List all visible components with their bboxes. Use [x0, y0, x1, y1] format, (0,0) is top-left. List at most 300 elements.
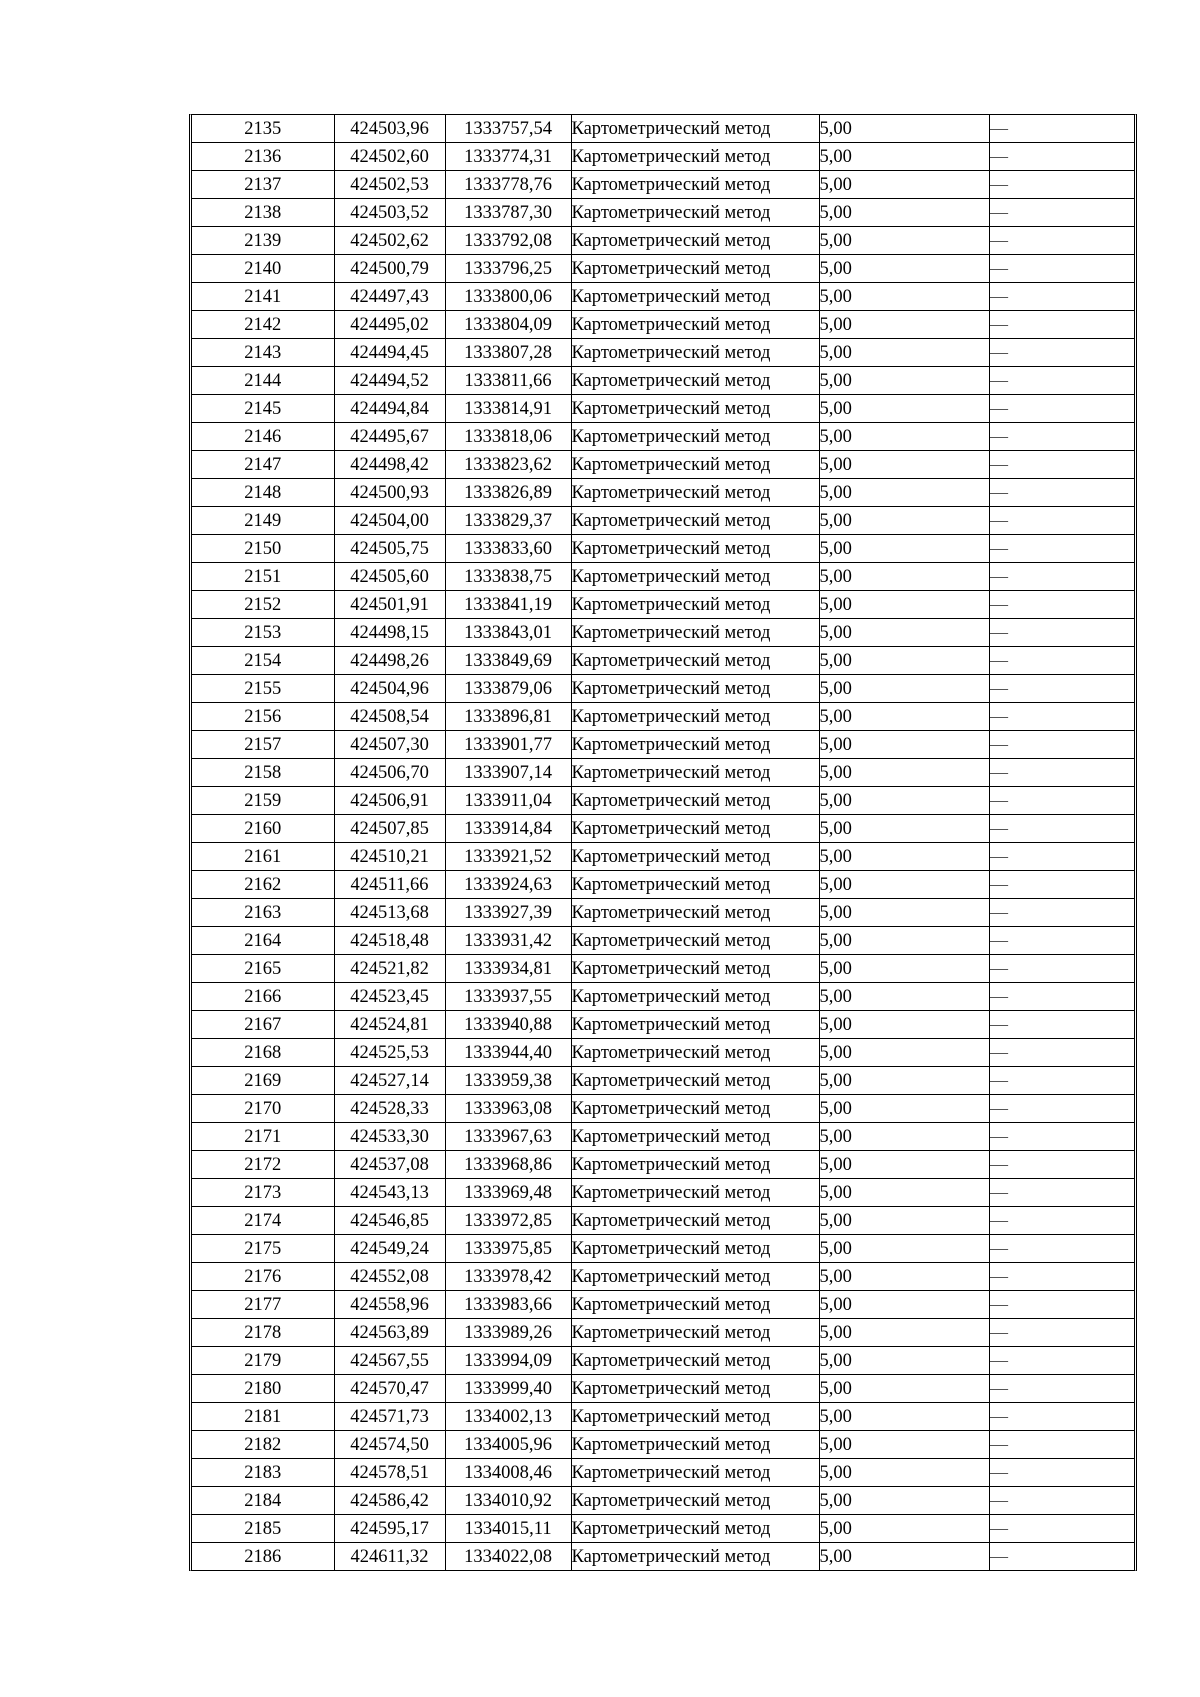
x-coordinate-cell: 424503,52 — [334, 199, 445, 227]
x-coordinate-cell: 424518,48 — [334, 927, 445, 955]
x-coordinate-cell: 424495,67 — [334, 423, 445, 451]
point-number-cell: 2169 — [192, 1067, 334, 1095]
y-coordinate-cell: 1334008,46 — [445, 1459, 571, 1487]
method-cell: Картометрический метод — [571, 619, 819, 647]
table-row — [192, 787, 1134, 815]
x-coordinate-cell: 424567,55 — [334, 1347, 445, 1375]
accuracy-cell: 5,00 — [819, 815, 989, 843]
accuracy-cell: 5,00 — [819, 199, 989, 227]
x-coordinate-cell: 424558,96 — [334, 1291, 445, 1319]
table-row — [192, 591, 1134, 619]
accuracy-cell: 5,00 — [819, 1123, 989, 1151]
method-cell: Картометрический метод — [571, 1095, 819, 1123]
point-number-cell: 2183 — [192, 1459, 334, 1487]
description-cell: — — [989, 619, 1134, 647]
accuracy-cell: 5,00 — [819, 1403, 989, 1431]
accuracy-cell: 5,00 — [819, 255, 989, 283]
y-coordinate-cell: 1333811,66 — [445, 367, 571, 395]
accuracy-cell: 5,00 — [819, 1515, 989, 1543]
point-number-cell: 2171 — [192, 1123, 334, 1151]
table-row — [192, 1095, 1134, 1123]
method-cell: Картометрический метод — [571, 983, 819, 1011]
method-cell: Картометрический метод — [571, 115, 819, 143]
y-coordinate-cell: 1333959,38 — [445, 1067, 571, 1095]
description-cell: — — [989, 1487, 1134, 1515]
table-row — [192, 759, 1134, 787]
x-coordinate-cell: 424503,96 — [334, 115, 445, 143]
table-row — [192, 479, 1134, 507]
y-coordinate-cell: 1333843,01 — [445, 619, 571, 647]
table-row — [192, 507, 1134, 535]
point-number-cell: 2136 — [192, 143, 334, 171]
description-cell: — — [989, 955, 1134, 983]
method-cell: Картометрический метод — [571, 927, 819, 955]
x-coordinate-cell: 424500,79 — [334, 255, 445, 283]
description-cell: — — [989, 535, 1134, 563]
point-number-cell: 2182 — [192, 1431, 334, 1459]
point-number-cell: 2165 — [192, 955, 334, 983]
table-row — [192, 1123, 1134, 1151]
description-cell: — — [989, 675, 1134, 703]
x-coordinate-cell: 424501,91 — [334, 591, 445, 619]
table-row — [192, 619, 1134, 647]
y-coordinate-cell: 1333829,37 — [445, 507, 571, 535]
point-number-cell: 2181 — [192, 1403, 334, 1431]
table-row — [192, 871, 1134, 899]
x-coordinate-cell: 424570,47 — [334, 1375, 445, 1403]
accuracy-cell: 5,00 — [819, 871, 989, 899]
accuracy-cell: 5,00 — [819, 1459, 989, 1487]
point-number-cell: 2185 — [192, 1515, 334, 1543]
table-row — [192, 171, 1134, 199]
point-number-cell: 2175 — [192, 1235, 334, 1263]
y-coordinate-cell: 1333972,85 — [445, 1207, 571, 1235]
table-row — [192, 143, 1134, 171]
method-cell: Картометрический метод — [571, 1151, 819, 1179]
point-number-cell: 2159 — [192, 787, 334, 815]
method-cell: Картометрический метод — [571, 1543, 819, 1571]
description-cell: — — [989, 507, 1134, 535]
table-row — [192, 1039, 1134, 1067]
point-number-cell: 2167 — [192, 1011, 334, 1039]
y-coordinate-cell: 1333989,26 — [445, 1319, 571, 1347]
table-row — [192, 1235, 1134, 1263]
y-coordinate-cell: 1333937,55 — [445, 983, 571, 1011]
point-number-cell: 2186 — [192, 1543, 334, 1571]
method-cell: Картометрический метод — [571, 339, 819, 367]
table-row — [192, 1403, 1134, 1431]
y-coordinate-cell: 1334010,92 — [445, 1487, 571, 1515]
accuracy-cell: 5,00 — [819, 423, 989, 451]
accuracy-cell: 5,00 — [819, 563, 989, 591]
method-cell: Картометрический метод — [571, 1347, 819, 1375]
description-cell: — — [989, 927, 1134, 955]
accuracy-cell: 5,00 — [819, 1487, 989, 1515]
method-cell: Картометрический метод — [571, 451, 819, 479]
table-row — [192, 815, 1134, 843]
table-row — [192, 367, 1134, 395]
accuracy-cell: 5,00 — [819, 283, 989, 311]
method-cell: Картометрический метод — [571, 1179, 819, 1207]
x-coordinate-cell: 424505,75 — [334, 535, 445, 563]
method-cell: Картометрический метод — [571, 871, 819, 899]
accuracy-cell: 5,00 — [819, 367, 989, 395]
method-cell: Картометрический метод — [571, 703, 819, 731]
method-cell: Картометрический метод — [571, 731, 819, 759]
method-cell: Картометрический метод — [571, 1235, 819, 1263]
y-coordinate-cell: 1333921,52 — [445, 843, 571, 871]
y-coordinate-cell: 1333963,08 — [445, 1095, 571, 1123]
description-cell: — — [989, 311, 1134, 339]
table-row — [192, 1459, 1134, 1487]
accuracy-cell: 5,00 — [819, 1319, 989, 1347]
accuracy-cell: 5,00 — [819, 983, 989, 1011]
description-cell: — — [989, 451, 1134, 479]
x-coordinate-cell: 424498,42 — [334, 451, 445, 479]
point-number-cell: 2153 — [192, 619, 334, 647]
y-coordinate-cell: 1333934,81 — [445, 955, 571, 983]
point-number-cell: 2173 — [192, 1179, 334, 1207]
y-coordinate-cell: 1333978,42 — [445, 1263, 571, 1291]
accuracy-cell: 5,00 — [819, 227, 989, 255]
description-cell: — — [989, 395, 1134, 423]
y-coordinate-cell: 1333940,88 — [445, 1011, 571, 1039]
accuracy-cell: 5,00 — [819, 1263, 989, 1291]
table-row — [192, 451, 1134, 479]
table-row — [192, 1207, 1134, 1235]
description-cell: — — [989, 1179, 1134, 1207]
method-cell: Картометрический метод — [571, 1011, 819, 1039]
point-number-cell: 2179 — [192, 1347, 334, 1375]
y-coordinate-cell: 1333838,75 — [445, 563, 571, 591]
table-row — [192, 255, 1134, 283]
method-cell: Картометрический метод — [571, 787, 819, 815]
method-cell: Картометрический метод — [571, 1291, 819, 1319]
table-row — [192, 1347, 1134, 1375]
description-cell: — — [989, 983, 1134, 1011]
method-cell: Картометрический метод — [571, 227, 819, 255]
point-number-cell: 2174 — [192, 1207, 334, 1235]
description-cell: — — [989, 171, 1134, 199]
x-coordinate-cell: 424511,66 — [334, 871, 445, 899]
y-coordinate-cell: 1333849,69 — [445, 647, 571, 675]
x-coordinate-cell: 424504,96 — [334, 675, 445, 703]
x-coordinate-cell: 424527,14 — [334, 1067, 445, 1095]
table-row — [192, 1487, 1134, 1515]
coordinates-table-body — [192, 115, 1134, 1570]
description-cell: — — [989, 1403, 1134, 1431]
description-cell: — — [989, 1459, 1134, 1487]
accuracy-cell: 5,00 — [819, 451, 989, 479]
x-coordinate-cell: 424525,53 — [334, 1039, 445, 1067]
point-number-cell: 2142 — [192, 311, 334, 339]
description-cell: — — [989, 1039, 1134, 1067]
table-row — [192, 731, 1134, 759]
table-row — [192, 1263, 1134, 1291]
x-coordinate-cell: 424523,45 — [334, 983, 445, 1011]
y-coordinate-cell: 1333969,48 — [445, 1179, 571, 1207]
description-cell: — — [989, 1123, 1134, 1151]
x-coordinate-cell: 424595,17 — [334, 1515, 445, 1543]
y-coordinate-cell: 1333778,76 — [445, 171, 571, 199]
point-number-cell: 2140 — [192, 255, 334, 283]
description-cell: — — [989, 1347, 1134, 1375]
y-coordinate-cell: 1334015,11 — [445, 1515, 571, 1543]
x-coordinate-cell: 424494,84 — [334, 395, 445, 423]
x-coordinate-cell: 424528,33 — [334, 1095, 445, 1123]
point-number-cell: 2150 — [192, 535, 334, 563]
method-cell: Картометрический метод — [571, 1515, 819, 1543]
y-coordinate-cell: 1333774,31 — [445, 143, 571, 171]
description-cell: — — [989, 843, 1134, 871]
x-coordinate-cell: 424533,30 — [334, 1123, 445, 1151]
accuracy-cell: 5,00 — [819, 1207, 989, 1235]
coordinates-table-frame — [189, 114, 1137, 1571]
y-coordinate-cell: 1333975,85 — [445, 1235, 571, 1263]
accuracy-cell: 5,00 — [819, 311, 989, 339]
description-cell: — — [989, 899, 1134, 927]
table-row — [192, 283, 1134, 311]
table-row — [192, 1179, 1134, 1207]
description-cell: — — [989, 367, 1134, 395]
point-number-cell: 2157 — [192, 731, 334, 759]
x-coordinate-cell: 424524,81 — [334, 1011, 445, 1039]
table-row — [192, 115, 1134, 143]
table-row — [192, 395, 1134, 423]
y-coordinate-cell: 1333814,91 — [445, 395, 571, 423]
description-cell: — — [989, 703, 1134, 731]
description-cell: — — [989, 1207, 1134, 1235]
accuracy-cell: 5,00 — [819, 647, 989, 675]
table-row — [192, 703, 1134, 731]
y-coordinate-cell: 1333914,84 — [445, 815, 571, 843]
method-cell: Картометрический метод — [571, 1319, 819, 1347]
table-row — [192, 339, 1134, 367]
accuracy-cell: 5,00 — [819, 1011, 989, 1039]
accuracy-cell: 5,00 — [819, 479, 989, 507]
accuracy-cell: 5,00 — [819, 1151, 989, 1179]
method-cell: Картометрический метод — [571, 899, 819, 927]
coordinates-table — [192, 115, 1134, 1570]
method-cell: Картометрический метод — [571, 479, 819, 507]
point-number-cell: 2158 — [192, 759, 334, 787]
x-coordinate-cell: 424507,85 — [334, 815, 445, 843]
description-cell: — — [989, 787, 1134, 815]
method-cell: Картометрический метод — [571, 1123, 819, 1151]
method-cell: Картометрический метод — [571, 395, 819, 423]
description-cell: — — [989, 759, 1134, 787]
description-cell: — — [989, 423, 1134, 451]
method-cell: Картометрический метод — [571, 647, 819, 675]
accuracy-cell: 5,00 — [819, 703, 989, 731]
accuracy-cell: 5,00 — [819, 619, 989, 647]
accuracy-cell: 5,00 — [819, 1431, 989, 1459]
point-number-cell: 2184 — [192, 1487, 334, 1515]
description-cell: — — [989, 1067, 1134, 1095]
table-row — [192, 1515, 1134, 1543]
point-number-cell: 2155 — [192, 675, 334, 703]
table-row — [192, 927, 1134, 955]
y-coordinate-cell: 1334002,13 — [445, 1403, 571, 1431]
description-cell: — — [989, 1375, 1134, 1403]
point-number-cell: 2161 — [192, 843, 334, 871]
point-number-cell: 2154 — [192, 647, 334, 675]
description-cell: — — [989, 479, 1134, 507]
description-cell: — — [989, 1151, 1134, 1179]
y-coordinate-cell: 1333901,77 — [445, 731, 571, 759]
table-row — [192, 1011, 1134, 1039]
point-number-cell: 2178 — [192, 1319, 334, 1347]
x-coordinate-cell: 424494,45 — [334, 339, 445, 367]
method-cell: Картометрический метод — [571, 255, 819, 283]
point-number-cell: 2170 — [192, 1095, 334, 1123]
point-number-cell: 2143 — [192, 339, 334, 367]
accuracy-cell: 5,00 — [819, 535, 989, 563]
x-coordinate-cell: 424506,91 — [334, 787, 445, 815]
y-coordinate-cell: 1333924,63 — [445, 871, 571, 899]
y-coordinate-cell: 1333823,62 — [445, 451, 571, 479]
x-coordinate-cell: 424498,15 — [334, 619, 445, 647]
x-coordinate-cell: 424495,02 — [334, 311, 445, 339]
accuracy-cell: 5,00 — [819, 927, 989, 955]
method-cell: Картометрический метод — [571, 199, 819, 227]
point-number-cell: 2172 — [192, 1151, 334, 1179]
point-number-cell: 2148 — [192, 479, 334, 507]
description-cell: — — [989, 1011, 1134, 1039]
point-number-cell: 2176 — [192, 1263, 334, 1291]
description-cell: — — [989, 591, 1134, 619]
x-coordinate-cell: 424505,60 — [334, 563, 445, 591]
point-number-cell: 2145 — [192, 395, 334, 423]
y-coordinate-cell: 1333994,09 — [445, 1347, 571, 1375]
table-row — [192, 1319, 1134, 1347]
x-coordinate-cell: 424546,85 — [334, 1207, 445, 1235]
x-coordinate-cell: 424504,00 — [334, 507, 445, 535]
method-cell: Картометрический метод — [571, 535, 819, 563]
x-coordinate-cell: 424497,43 — [334, 283, 445, 311]
description-cell: — — [989, 1515, 1134, 1543]
method-cell: Картометрический метод — [571, 591, 819, 619]
accuracy-cell: 5,00 — [819, 395, 989, 423]
y-coordinate-cell: 1333826,89 — [445, 479, 571, 507]
y-coordinate-cell: 1333983,66 — [445, 1291, 571, 1319]
y-coordinate-cell: 1333967,63 — [445, 1123, 571, 1151]
point-number-cell: 2168 — [192, 1039, 334, 1067]
y-coordinate-cell: 1333999,40 — [445, 1375, 571, 1403]
accuracy-cell: 5,00 — [819, 1235, 989, 1263]
y-coordinate-cell: 1333796,25 — [445, 255, 571, 283]
table-row — [192, 675, 1134, 703]
x-coordinate-cell: 424586,42 — [334, 1487, 445, 1515]
table-row — [192, 423, 1134, 451]
point-number-cell: 2152 — [192, 591, 334, 619]
x-coordinate-cell: 424537,08 — [334, 1151, 445, 1179]
point-number-cell: 2166 — [192, 983, 334, 1011]
description-cell: — — [989, 115, 1134, 143]
method-cell: Картометрический метод — [571, 283, 819, 311]
x-coordinate-cell: 424552,08 — [334, 1263, 445, 1291]
point-number-cell: 2141 — [192, 283, 334, 311]
description-cell: — — [989, 1431, 1134, 1459]
x-coordinate-cell: 424563,89 — [334, 1319, 445, 1347]
point-number-cell: 2163 — [192, 899, 334, 927]
y-coordinate-cell: 1333841,19 — [445, 591, 571, 619]
y-coordinate-cell: 1333787,30 — [445, 199, 571, 227]
x-coordinate-cell: 424500,93 — [334, 479, 445, 507]
table-row — [192, 563, 1134, 591]
point-number-cell: 2135 — [192, 115, 334, 143]
point-number-cell: 2164 — [192, 927, 334, 955]
y-coordinate-cell: 1333907,14 — [445, 759, 571, 787]
method-cell: Картометрический метод — [571, 367, 819, 395]
accuracy-cell: 5,00 — [819, 1095, 989, 1123]
table-row — [192, 1151, 1134, 1179]
y-coordinate-cell: 1333944,40 — [445, 1039, 571, 1067]
x-coordinate-cell: 424494,52 — [334, 367, 445, 395]
method-cell: Картометрический метод — [571, 1375, 819, 1403]
point-number-cell: 2162 — [192, 871, 334, 899]
x-coordinate-cell: 424508,54 — [334, 703, 445, 731]
x-coordinate-cell: 424502,53 — [334, 171, 445, 199]
description-cell: — — [989, 255, 1134, 283]
method-cell: Картометрический метод — [571, 563, 819, 591]
accuracy-cell: 5,00 — [819, 1291, 989, 1319]
description-cell: — — [989, 1319, 1134, 1347]
point-number-cell: 2139 — [192, 227, 334, 255]
description-cell: — — [989, 1291, 1134, 1319]
method-cell: Картометрический метод — [571, 507, 819, 535]
table-row — [192, 899, 1134, 927]
table-row — [192, 1431, 1134, 1459]
accuracy-cell: 5,00 — [819, 507, 989, 535]
accuracy-cell: 5,00 — [819, 759, 989, 787]
accuracy-cell: 5,00 — [819, 115, 989, 143]
accuracy-cell: 5,00 — [819, 955, 989, 983]
point-number-cell: 2160 — [192, 815, 334, 843]
method-cell: Картометрический метод — [571, 1487, 819, 1515]
description-cell: — — [989, 871, 1134, 899]
x-coordinate-cell: 424549,24 — [334, 1235, 445, 1263]
accuracy-cell: 5,00 — [819, 1347, 989, 1375]
description-cell: — — [989, 563, 1134, 591]
x-coordinate-cell: 424507,30 — [334, 731, 445, 759]
description-cell: — — [989, 339, 1134, 367]
accuracy-cell: 5,00 — [819, 731, 989, 759]
point-number-cell: 2151 — [192, 563, 334, 591]
method-cell: Картометрический метод — [571, 675, 819, 703]
y-coordinate-cell: 1333833,60 — [445, 535, 571, 563]
y-coordinate-cell: 1333911,04 — [445, 787, 571, 815]
method-cell: Картометрический метод — [571, 759, 819, 787]
x-coordinate-cell: 424521,82 — [334, 955, 445, 983]
description-cell: — — [989, 1095, 1134, 1123]
y-coordinate-cell: 1334022,08 — [445, 1543, 571, 1571]
method-cell: Картометрический метод — [571, 1403, 819, 1431]
point-number-cell: 2137 — [192, 171, 334, 199]
method-cell: Картометрический метод — [571, 843, 819, 871]
x-coordinate-cell: 424513,68 — [334, 899, 445, 927]
y-coordinate-cell: 1333800,06 — [445, 283, 571, 311]
description-cell: — — [989, 647, 1134, 675]
accuracy-cell: 5,00 — [819, 787, 989, 815]
point-number-cell: 2147 — [192, 451, 334, 479]
y-coordinate-cell: 1333931,42 — [445, 927, 571, 955]
accuracy-cell: 5,00 — [819, 171, 989, 199]
point-number-cell: 2138 — [192, 199, 334, 227]
description-cell: — — [989, 143, 1134, 171]
point-number-cell: 2149 — [192, 507, 334, 535]
method-cell: Картометрический метод — [571, 815, 819, 843]
